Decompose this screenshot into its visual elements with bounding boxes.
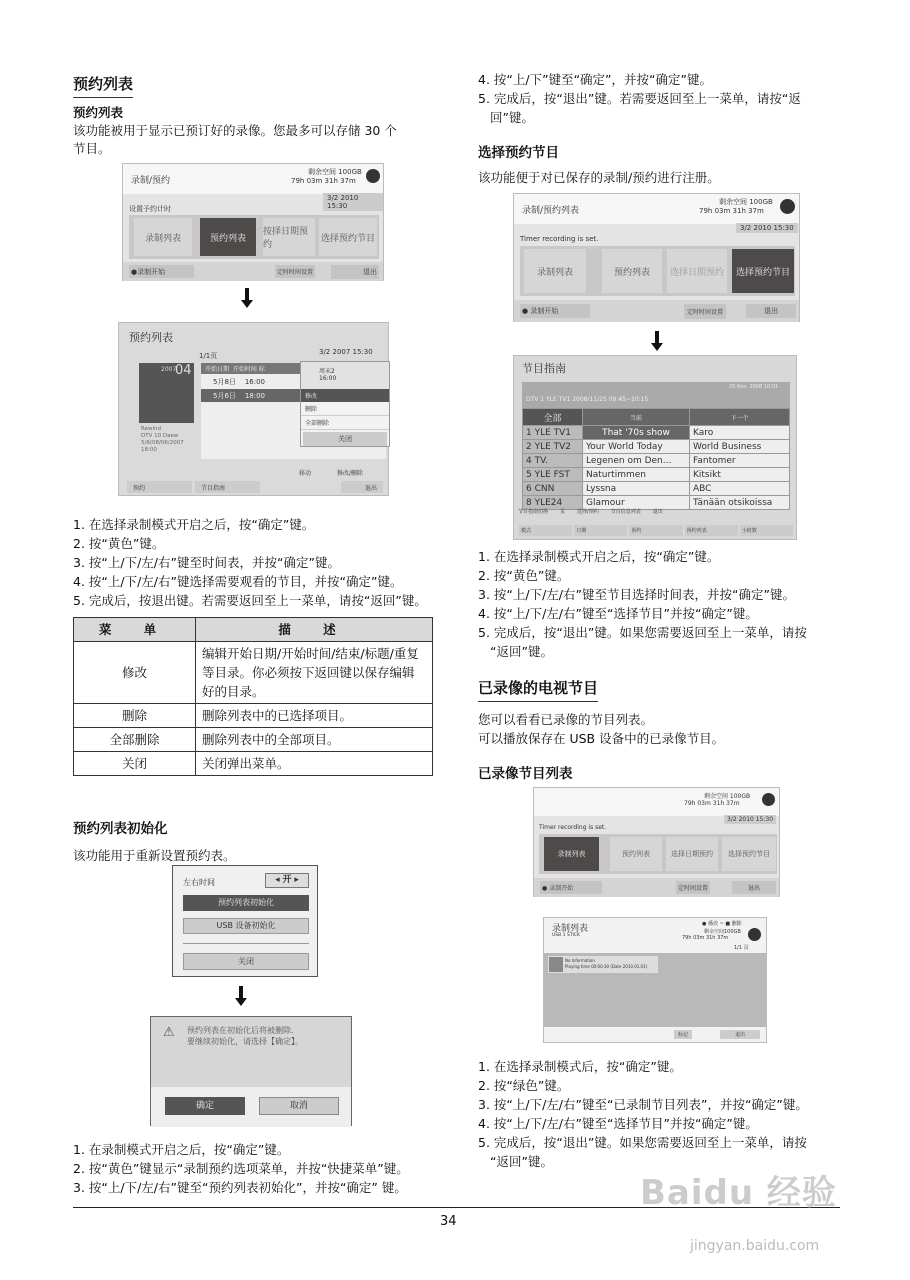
menu-item-edit[interactable]: 修改	[301, 389, 389, 402]
column-header[interactable]: 全部	[523, 409, 583, 426]
step: 5. 完成后，按“退出”键。如果您需要返回至上一菜单，请按	[478, 625, 807, 640]
time-label: 31h 37m	[712, 800, 740, 807]
move-hint: 移动	[299, 470, 312, 477]
step: 2. 按“黄色”键。	[478, 568, 570, 583]
time-label: 79h 03m	[684, 800, 711, 807]
menu-item-close[interactable]: 关闭	[303, 432, 387, 446]
screenshot-reservation-list	[118, 322, 389, 496]
table-row: 全部删除 删除列表中的全部项目。	[74, 728, 433, 752]
date-label: 3/2 2007 15:30	[319, 348, 373, 356]
date-label: 3/2 2010 15:30	[323, 193, 383, 211]
exit-button[interactable]: 退出	[331, 265, 379, 279]
step: 3. 按“上/下/左/右”键至节目选择时间表，并按“确定”键。	[478, 587, 795, 602]
table-header: 菜 单	[74, 618, 196, 642]
down-arrow-icon	[651, 343, 663, 351]
disk-icon	[748, 928, 761, 941]
calendar: 2007 04	[139, 363, 194, 423]
menu-label: 左右时间	[183, 878, 215, 887]
tile-select-program[interactable]: 选择预约节目	[722, 837, 776, 871]
space-label: 剩余空间 100GB	[704, 793, 751, 800]
edit-hint: 修改/删除	[337, 470, 364, 477]
exit-button[interactable]: 退出	[341, 481, 383, 493]
exit-button[interactable]: 退出	[732, 881, 776, 894]
tile-reservation-list[interactable]: 预约列表	[610, 837, 662, 871]
column-header: 开始时间	[232, 366, 257, 373]
info-line: 18:00	[141, 447, 157, 453]
tile-select-program[interactable]: 选择预约节目	[319, 218, 377, 256]
date-button[interactable]: 日期	[574, 525, 627, 536]
tile-record-list[interactable]: 录制列表	[544, 837, 599, 871]
guide-switch-button[interactable]: 节目指南切换	[518, 509, 549, 515]
section-title-reservation-list: 预约列表	[73, 73, 133, 98]
step: 2. 按“黄色”键。	[73, 536, 165, 551]
info-line: 5/6(08/06/2007	[141, 440, 184, 446]
tile-reservation-list[interactable]: 预约列表	[200, 218, 256, 256]
column-header: 下一个	[690, 409, 790, 426]
intro-line: 节目。	[73, 141, 111, 156]
reserve-button[interactable]: 预约	[629, 525, 682, 536]
menu-item-delete-all[interactable]: 全部删除	[301, 416, 389, 430]
status-label: Timer recording is set.	[520, 235, 599, 243]
mode-button[interactable]: 模式	[519, 525, 572, 536]
popup-menu: 周末2 16:00 修改 删除 全部删除 关闭	[300, 361, 390, 447]
section-title-select-program: 选择预约节目	[478, 145, 559, 161]
tile-date-reservation[interactable]: 选择日期预约	[667, 249, 727, 293]
step: “返回”键。	[490, 1154, 553, 1169]
tile-record-list[interactable]: 录制列表	[134, 218, 192, 256]
space-label: 剩余空间 100GB	[719, 198, 773, 206]
ok-button[interactable]: 确定	[165, 1097, 245, 1115]
screenshot-record-menu	[122, 163, 384, 281]
step: 回”键。	[490, 110, 534, 125]
record-start-button[interactable]: ● 录制开始	[540, 881, 602, 894]
step: 2. 按“绿色”键。	[478, 1078, 570, 1093]
tile-date-reservation[interactable]: 按择日期预约	[263, 218, 315, 256]
step: 1. 在选择录制模式开启之后，按“确定”键。	[478, 549, 720, 564]
table-row[interactable]: 2 YLE TV2 Your World Today World Business	[523, 440, 790, 454]
table-row: 修改 编辑开始日期/开始时间/结束/标题/重复等目录。你必须按下返回键以保存编辑好的目录。	[74, 642, 433, 704]
exit-button[interactable]: 退出	[720, 1030, 760, 1039]
thumbnail	[549, 957, 563, 972]
tile-date-reservation[interactable]: 选择日期预约	[666, 837, 718, 871]
legend: ● 播放 ~ ■ 删除	[702, 921, 742, 927]
down-arrow-icon	[241, 300, 253, 308]
tile-record-list[interactable]: 录制列表	[524, 249, 586, 293]
toggle-selector[interactable]: ◂ 开 ▸	[265, 873, 309, 888]
step: 4. 按“上/下/左/右”键至“选择节目”并按“确定”键。	[478, 606, 758, 621]
time-label: 31h 37m	[324, 177, 356, 185]
info-line: Rewind	[141, 426, 161, 432]
tile-select-program[interactable]: 选择预约节目	[732, 249, 794, 293]
warning-text: 预约列表在初始化后将被删除.	[187, 1026, 294, 1035]
menu-item-close[interactable]: 关闭	[183, 953, 309, 970]
table-row: 删除 删除列表中的已选择项目。	[74, 704, 433, 728]
step: 5. 完成后，按退出键。若需要返回至上一菜单，请按“返回”键。	[73, 593, 427, 608]
step: 4. 按“上/下/左/右”键至“选择节目”并按“确定”键。	[478, 1116, 758, 1131]
table-row[interactable]: 4 TV. Legenen om Den... Fantomer	[523, 454, 790, 468]
intro-line: 该功能用于重新设置预约表。	[73, 848, 236, 863]
mark-button[interactable]: 标记	[674, 1030, 692, 1039]
info-line: DTV 10 Daew	[141, 433, 179, 439]
section-title-recorded-programs: 已录像的电视节目	[478, 677, 598, 702]
screenshot-recorded-list	[543, 917, 767, 1043]
step: 5. 完成后，按“退出”键。若需要返回至上一菜单，请按“返	[478, 91, 801, 106]
disk-icon	[762, 793, 775, 806]
menu-item-usb-init[interactable]: USB 设备初始化	[183, 918, 309, 934]
table-row[interactable]: 6 CNN Lyssna ABC	[523, 482, 790, 496]
step: 4. 按“上/下/左/右”键选择需要观看的节目，并按“确定”键。	[73, 574, 403, 589]
screen-title: 预约列表	[129, 331, 173, 344]
step: 3. 按“上/下/左/右”键至时间表，并按“确定”键。	[73, 555, 340, 570]
screen-title: 录制/预约	[131, 176, 171, 186]
column-header: 当前	[583, 409, 690, 426]
time-label: 79h 03m	[699, 207, 731, 215]
reservation-list-button[interactable]: 预约列表	[685, 525, 738, 536]
table-row-selected[interactable]: 5月6日 18:00	[201, 389, 301, 402]
page-indicator: 1/1页	[199, 352, 218, 360]
step: 1. 在选择录制模式后，按“确定”键。	[478, 1059, 682, 1074]
baidu-watermark-logo: Baidu 经验	[640, 1173, 837, 1213]
hours-button[interactable]: 小时数	[740, 525, 793, 536]
intro-line: 该功能便于对已保存的录制/预约进行注册。	[478, 170, 720, 185]
page-indicator: 1/1 页	[734, 945, 749, 951]
channel-info: DTV 1 YLE TV1 2008/11/25 09:45~10:15	[526, 396, 649, 403]
space-label: 剩余空间 100GB	[308, 168, 362, 176]
steps-list	[73, 515, 427, 610]
exit-button[interactable]: 退出	[746, 304, 796, 318]
date-label: 3/2 2010 15:30	[724, 815, 776, 824]
step: 2. 按“黄色”键显示“录制预约选项菜单，并按“快捷菜单”键。	[73, 1161, 409, 1176]
screen-title: 节目指南	[522, 362, 566, 375]
status-label: Timer recording is set.	[539, 824, 607, 831]
table-header: 描 述	[196, 618, 433, 642]
init-menu-dialog	[172, 865, 318, 977]
table-row: 关闭 关闭弹出菜单。	[74, 752, 433, 776]
program-grid	[522, 408, 790, 510]
schedule-button[interactable]: 定时时间设置	[684, 304, 726, 319]
intro-line: 该功能被用于显示已预订好的录像。您最多可以存储 30 个	[73, 123, 397, 138]
column-header: 标	[258, 366, 265, 373]
disk-icon	[366, 169, 380, 183]
program-guide-button[interactable]: 节目指南	[195, 481, 260, 493]
screenshot-record-menu-2	[533, 787, 780, 897]
warning-icon: ⚠	[163, 1025, 175, 1040]
step: 1. 在选择录制模式开启之后，按“确定”键。	[73, 517, 315, 532]
schedule-button[interactable]: 定时时间设置	[275, 265, 315, 278]
table-row[interactable]: 5月8日 16:00	[213, 378, 266, 386]
step: 5. 完成后，按“退出”键。如果您需要返回至上一菜单，请按	[478, 1135, 807, 1150]
record-start-button[interactable]: ● 录制开始	[520, 304, 590, 318]
screen-title: 录制列表	[552, 924, 589, 934]
section-title-init: 预约列表初始化	[73, 821, 168, 837]
schedule-button[interactable]: 定时间设置	[676, 881, 710, 894]
table-row[interactable]: 1 YLE TV1 That '70s show Karo	[523, 426, 790, 440]
usb-label: USB 1 STICK	[552, 933, 580, 938]
space-label: 剩余空间100GB	[704, 929, 741, 935]
menu-item-reset-list[interactable]: 预约列表初始化	[183, 895, 309, 911]
intro-line: 可以播放保存在 USB 设备中的已录像节目。	[478, 731, 725, 746]
step: “返回”键。	[490, 644, 553, 659]
intro-line: 您可以看看已录像的节目列表。	[478, 712, 654, 727]
recorded-item[interactable]: No Information Playing time 00:00:30 (Date 2010.01.01)	[548, 956, 658, 973]
screenshot-program-guide	[513, 355, 797, 540]
table-row[interactable]: 5 YLE FST Naturtimmen Kitsikt	[523, 468, 790, 482]
menu-description-table	[73, 617, 433, 776]
select-button[interactable]: 选择/预约	[577, 509, 599, 515]
screen-title: 录制/预约列表	[522, 206, 580, 216]
screenshot-record-reservation-list	[513, 193, 800, 322]
step: 1. 在录制模式开启之后，按“确定”键。	[73, 1142, 290, 1157]
time-label: 79h 03m 31h 37m	[682, 935, 729, 941]
confirm-dialog	[150, 1016, 352, 1126]
tile-reservation-list[interactable]: 预约列表	[602, 249, 662, 293]
cancel-button[interactable]: 取消	[259, 1097, 339, 1115]
time-label: 79h 03m	[291, 177, 323, 185]
disk-icon	[780, 199, 795, 214]
watermark-url: jingyan.baidu.com	[690, 1238, 820, 1254]
section-title-recorded-list: 已录像节目列表	[478, 766, 573, 782]
info-list-button[interactable]: 节目信息列表	[610, 509, 641, 515]
table-row[interactable]: 8 YLE24 Glamour Tänään otsikoissa	[523, 496, 790, 510]
status-label: 设置予约计时	[129, 205, 171, 213]
column-header: 开始日期	[205, 366, 230, 373]
date-label: 3/2 2010 15:30	[736, 223, 798, 233]
down-arrow-icon	[235, 998, 247, 1006]
date-label: 25 Nov. 2008 10:01	[729, 384, 779, 390]
menu-item-delete[interactable]: 删除	[301, 402, 389, 416]
subheading: 预约列表	[73, 105, 124, 120]
page-button[interactable]: 页	[560, 509, 566, 515]
warning-text: 要继续初始化，请选择【确定】。	[187, 1037, 303, 1046]
reserve-button[interactable]: 预约	[127, 481, 192, 493]
time-label: 31h 37m	[732, 207, 764, 215]
step: 3. 按“上/下/左/右”键至“预约列表初始化”，并按“确定” 键。	[73, 1180, 407, 1195]
record-start-button[interactable]: ●录制开始	[129, 265, 194, 278]
page-number: 34	[440, 1214, 457, 1229]
exit-button[interactable]: 退出	[652, 509, 663, 515]
step: 4. 按“上/下”键至“确定”，并按“确定”键。	[478, 72, 712, 87]
step: 3. 按“上/下/左/右”键至“已录制节目列表”，并按“确定”键。	[478, 1097, 808, 1112]
